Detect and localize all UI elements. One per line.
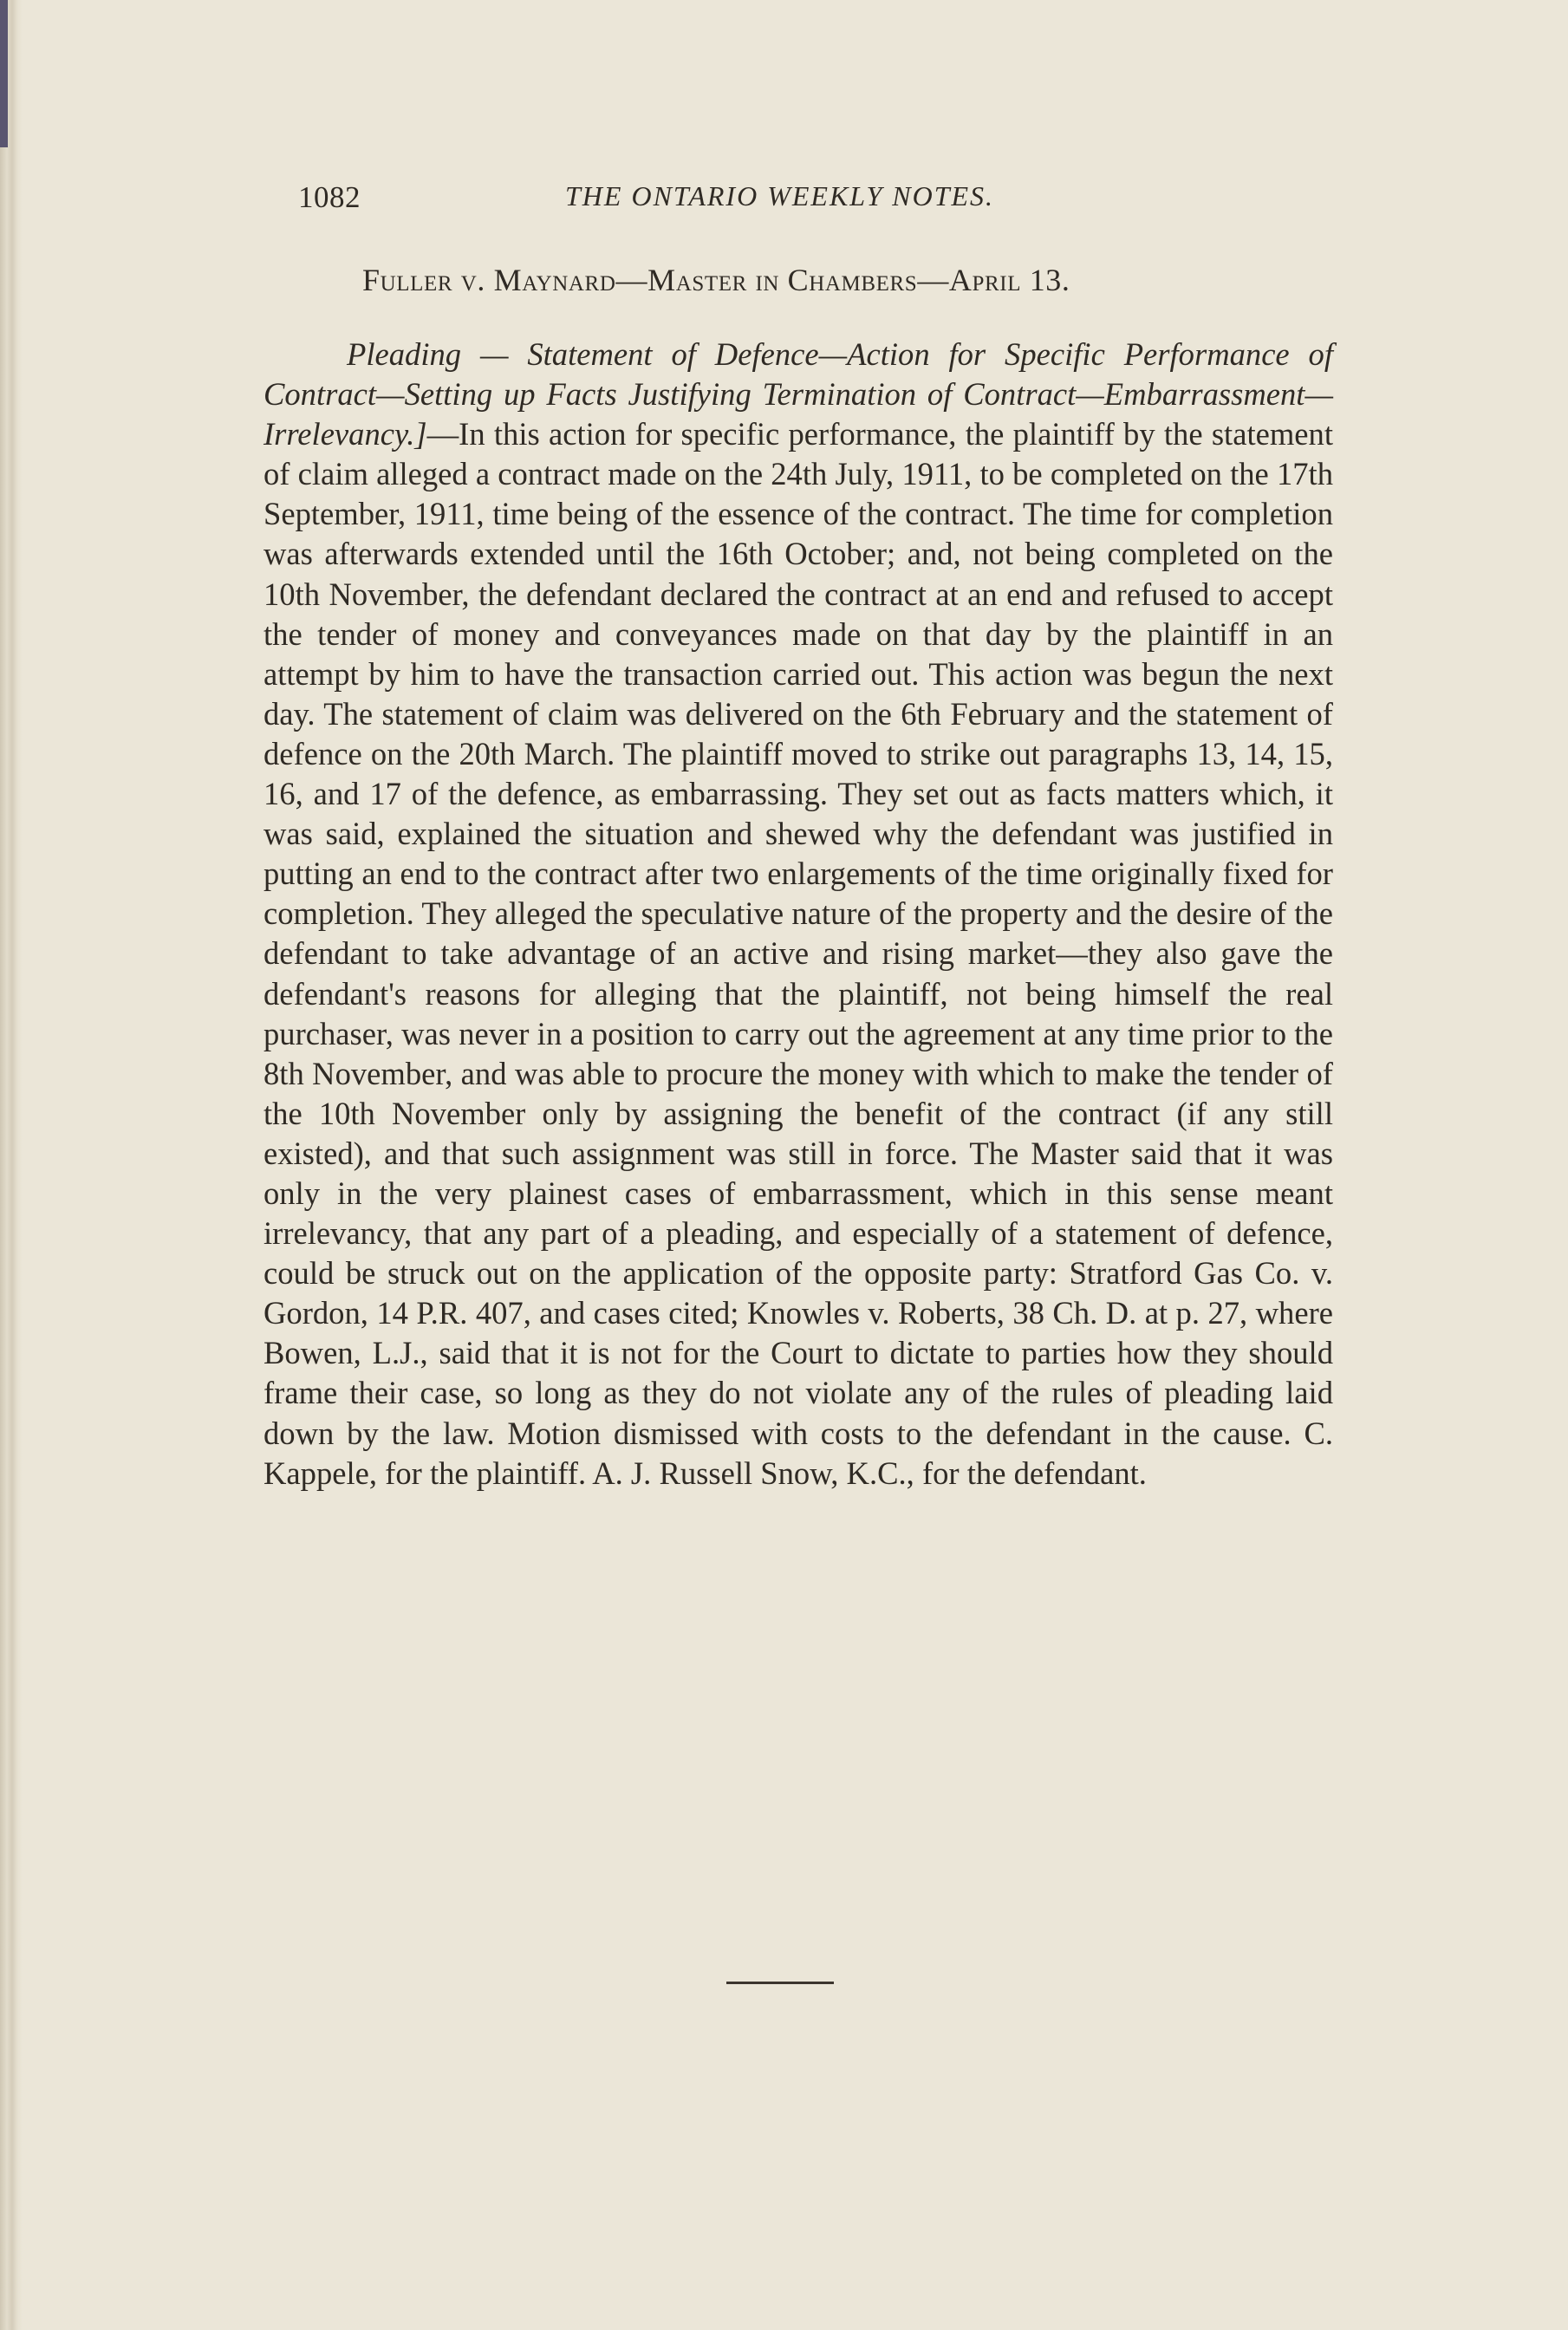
running-head [298, 180, 1078, 224]
section-divider [726, 1982, 834, 1984]
case-body: —In this action for specific performance, the plaintiff by the statement of claim alleged a contract made on the 24th July, 1911, to be completed on the 17th September, 1911, time being of the essence of the contract. The time for completion was afterwards extended until the 16th October; and, not being completed on the 10th November, the defendant declared the contract at an end and refused to accept the tender of money and conveyances made on that day by the plaintiff in an attempt by him to have the transaction carried out. This action was begun the next day. The statement of claim was delivered on the 6th February and the statement of defence on the 20th March. The plaintiff moved to strike out paragraphs 13, 14, 15, 16, and 17 of the defence, as embarrassing. They set out as facts matters which, it was said, explained the situation and shewed why the defendant was justified in putting an end to the contract after two enlargements of the time originally fixed for completion. They alleged the speculative nature of the property and the desire of the defendant to take advantage of an active and rising market—they also gave the defendant's reasons for alleging that the plaintiff, not being himself the real purchaser, was never in a position to carry out the agreement at any time prior to the 8th November, and was able to procure the money with which to make the tender of the 10th November only by assigning the benefit of the contract (if any still existed), and that such assignment was still in force. The Master said that it was only in the very plainest cases of embarrassment, which in this sense meant irrelevancy, that any part of a pleading, and especially of a statement of defence, could be struck out on the application of the opposite party: Stratford Gas Co. v. Gordon, 14 P.R. 407, and cases cited; Knowles v. Roberts, 38 Ch. D. at p. 27, where Bowen, L.J., said that it is not for the Court to dictate to parties how they should frame their case, so long as they do not violate any of the rules of pleading laid down by the law. Motion dismissed with costs to the defendant in the cause. C. Kappele, for the plaintiff. A. J. Russell Snow, K.C., for the defendant. [264, 416, 1333, 1491]
case-heading: Fuller v. Maynard—Master in Chambers—April 13. [362, 263, 1070, 297]
book-cover-edge [0, 0, 8, 147]
case-report-paragraph [264, 335, 1333, 1494]
page-binding-edge [0, 0, 23, 2330]
journal-title: THE ONTARIO WEEKLY NOTES. [565, 180, 995, 212]
case-keywords: Pleading — Statement of Defence—Action for Specific Performance of Contract—Setting up Facts Justifying Termination of Contract—Embarrassment—Irrelevancy.] [264, 336, 1333, 452]
page-number: 1082 [298, 180, 361, 214]
